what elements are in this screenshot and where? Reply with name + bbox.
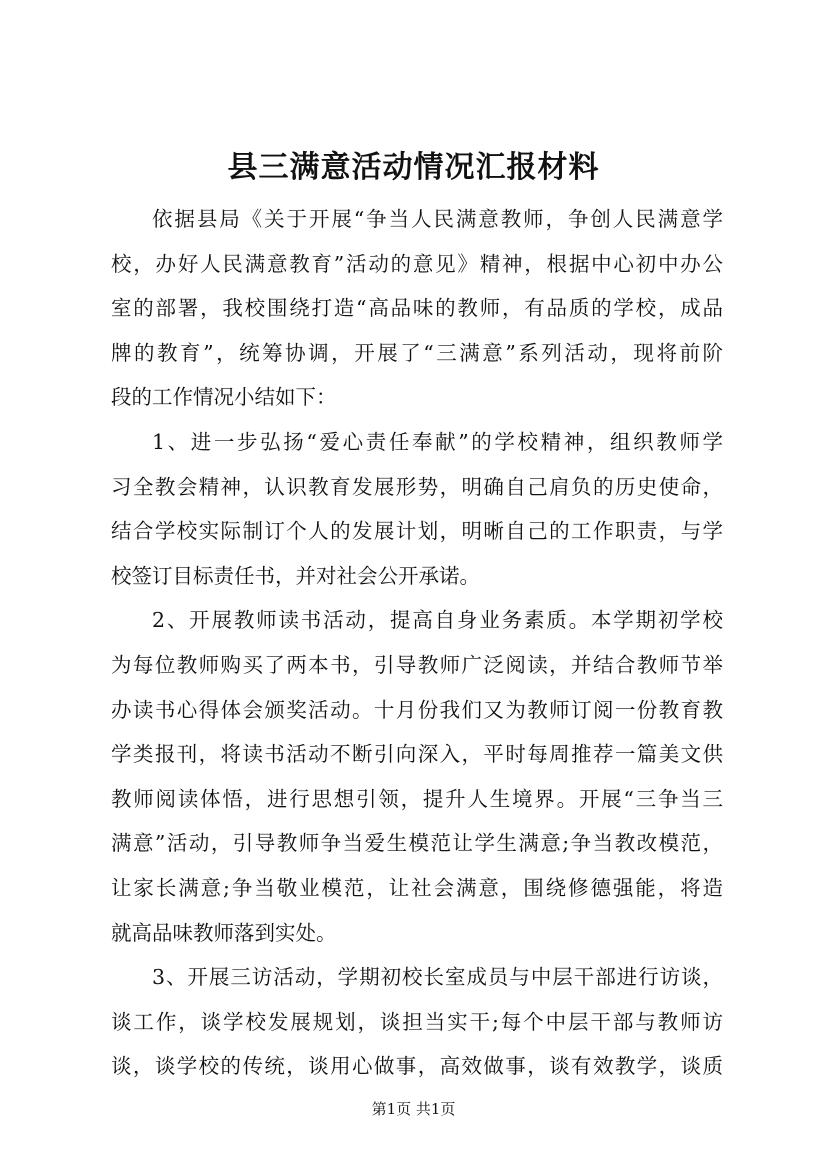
text-line: 3、开展三访活动，学期初校长室成员与中层干部进行访谈，	[152, 965, 723, 990]
text-line: 满意”活动，引导教师争当爱生模范让学生满意;争当教改模范，	[111, 831, 723, 856]
text-line: 结合学校实际制订个人的发展计划，明晰自己的工作职责，与学	[111, 519, 723, 544]
paragraph	[111, 955, 723, 1089]
text-line: 依据县局《关于开展“争当人民满意教师，争创人民满意学	[152, 207, 723, 231]
text-line: 段的工作情况小结如下：	[111, 385, 337, 410]
text-line: 1、进一步弘扬“爱心责任奉献”的学校精神，组织教师学	[152, 429, 723, 454]
text-line: 就高品味教师落到实处。	[111, 920, 337, 945]
text-line: 让家长满意;争当敬业模范，让社会满意，围绕修德强能，将造	[111, 875, 723, 900]
document-body	[111, 197, 723, 1089]
text-line: 校，办好人民满意教育”活动的意见》精神，根据中心初中办公	[111, 251, 723, 276]
text-line: 牌的教育”，统筹协调，开展了“三满意”系列活动，现将前阶	[111, 340, 723, 365]
paragraph	[111, 598, 723, 955]
paragraph	[111, 420, 723, 598]
text-line: 室的部署，我校围绕打造“高品味的教师，有品质的学校，成品	[111, 296, 723, 321]
document-title: 县三满意活动情况汇报材料	[227, 150, 600, 185]
paragraph	[111, 197, 723, 420]
text-line: 谈，谈学校的传统，谈用心做事，高效做事，谈有效教学，谈质	[111, 1054, 723, 1079]
text-line: 校签订目标责任书，并对社会公开承诺。	[111, 563, 480, 588]
text-line: 办读书心得体会颁奖活动。十月份我们又为教师订阅一份教育教	[111, 697, 723, 722]
page-number-footer: 第1页 共1页	[371, 1100, 456, 1118]
text-line: 谈工作，谈学校发展规划，谈担当实干;每个中层干部与教师访	[111, 1009, 723, 1034]
text-line: 教师阅读体悟，进行思想引领，提升人生境界。开展“三争当三	[111, 786, 723, 811]
text-line: 为每位教师购买了两本书，引导教师广泛阅读，并结合教师节举	[111, 652, 723, 677]
text-line: 学类报刊，将读书活动不断引向深入，平时每周推荐一篇美文供	[111, 742, 723, 767]
text-line: 习全教会精神，认识教育发展形势，明确自己肩负的历史使命，	[111, 474, 723, 499]
text-line: 2、开展教师读书活动，提高自身业务素质。本学期初学校	[152, 608, 723, 633]
